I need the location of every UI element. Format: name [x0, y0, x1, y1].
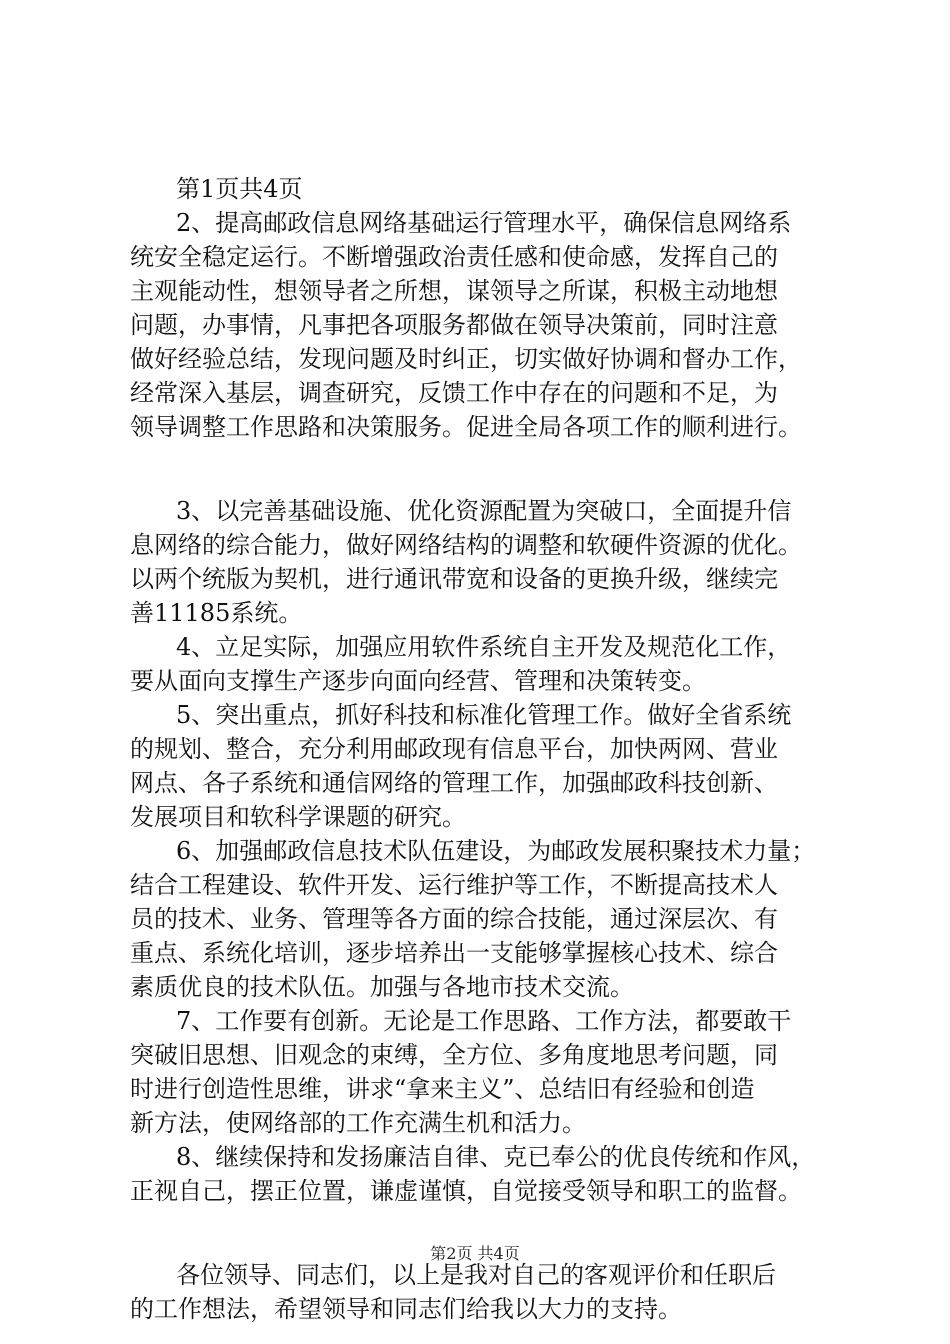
paragraph-3	[130, 494, 830, 630]
paragraph-line: 6、加强邮政信息技术队伍建设，为邮政发展积聚技术力量；	[176, 837, 816, 865]
paragraph-line: 领导调整工作思路和决策服务。促进全局各项工作的顺利进行。	[130, 413, 802, 441]
paragraph-line: 问题，办事情，凡事把各项服务都做在领导决策前，同时注意	[130, 311, 778, 339]
paragraph-5	[130, 698, 830, 834]
paragraph-line: 发展项目和软科学课题的研究。	[130, 803, 466, 831]
paragraph-7	[130, 1004, 830, 1140]
paragraph-2	[130, 206, 830, 444]
paragraph-line: 5、突出重点，抓好科技和标准化管理工作。做好全省系统	[176, 701, 792, 729]
paragraph-line: 统安全稳定运行。不断增强政治责任感和使命感，发挥自己的	[130, 243, 778, 271]
paragraph-line: 突破旧思想、旧观念的束缚，全方位、多角度地思考问题，同	[130, 1041, 778, 1069]
paragraph-8	[130, 1140, 830, 1208]
paragraph-line: 做好经验总结，发现问题及时纠正，切实做好协调和督办工作，	[130, 345, 802, 373]
paragraph-line: 新方法，使网络部的工作充满生机和活力。	[130, 1109, 586, 1137]
paragraph-line: 的规划、整合，充分利用邮政现有信息平台，加快两网、营业	[130, 735, 778, 763]
paragraph-6	[130, 834, 830, 1004]
paragraph-line: 网点、各子系统和通信网络的管理工作，加强邮政科技创新、	[130, 769, 778, 797]
paragraph-line: 素质优良的技术队伍。加强与各地市技术交流。	[130, 973, 634, 1001]
paragraph-line: 4、立足实际，加强应用软件系统自主开发及规范化工作，	[176, 633, 792, 661]
paragraph-line: 善11185系统。	[130, 599, 303, 627]
paragraph-line: 各位领导、同志们，以上是我对自己的客观评价和任职后	[176, 1261, 776, 1289]
paragraph-line: 正视自己，摆正位置，谦虚谨慎，自觉接受领导和职工的监督。	[130, 1177, 802, 1205]
paragraph-line: 经常深入基层，调查研究，反馈工作中存在的问题和不足，为	[130, 379, 778, 407]
paragraph-4	[130, 630, 830, 698]
paragraph-line: 员的技术、业务、管理等各方面的综合技能，通过深层次、有	[130, 905, 778, 933]
paragraph-line: 3、以完善基础设施、优化资源配置为突破口，全面提升信	[176, 497, 792, 525]
paragraph-line: 2、提高邮政信息网络基础运行管理水平，确保信息网络系	[176, 209, 792, 237]
page-count-note: 第1页共4页	[176, 175, 303, 203]
paragraph-line: 主观能动性，想领导者之所想，谋领导之所谋，积极主动地想	[130, 277, 778, 305]
paragraph-line: 7、工作要有创新。无论是工作思路、工作方法，都要敢干	[176, 1007, 792, 1035]
paragraph-line: 的工作想法，希望领导和同志们给我以大力的支持。	[130, 1295, 682, 1323]
document-body	[130, 172, 830, 1326]
paragraph-line: 要从面向支撑生产逐步向面向经营、管理和决策转变。	[130, 667, 706, 695]
paragraph-line: 8、继续保持和发扬廉洁自律、克已奉公的优良传统和作风，	[176, 1143, 816, 1171]
closing-paragraph	[130, 1258, 830, 1326]
paragraph-line: 结合工程建设、软件开发、运行维护等工作，不断提高技术人	[130, 871, 778, 899]
page-footer: 第2页 共4页	[430, 1244, 520, 1263]
paragraph-line: 重点、系统化培训，逐步培养出一支能够掌握核心技术、综合	[130, 939, 778, 967]
paragraph-line: 以两个统版为契机，进行通讯带宽和设备的更换升级，继续完	[130, 565, 778, 593]
paragraph-line: 息网络的综合能力，做好网络结构的调整和软硬件资源的优化。	[130, 531, 802, 559]
paragraph-line: 时进行创造性思维，讲求“拿来主义”、总结旧有经验和创造	[130, 1075, 755, 1103]
